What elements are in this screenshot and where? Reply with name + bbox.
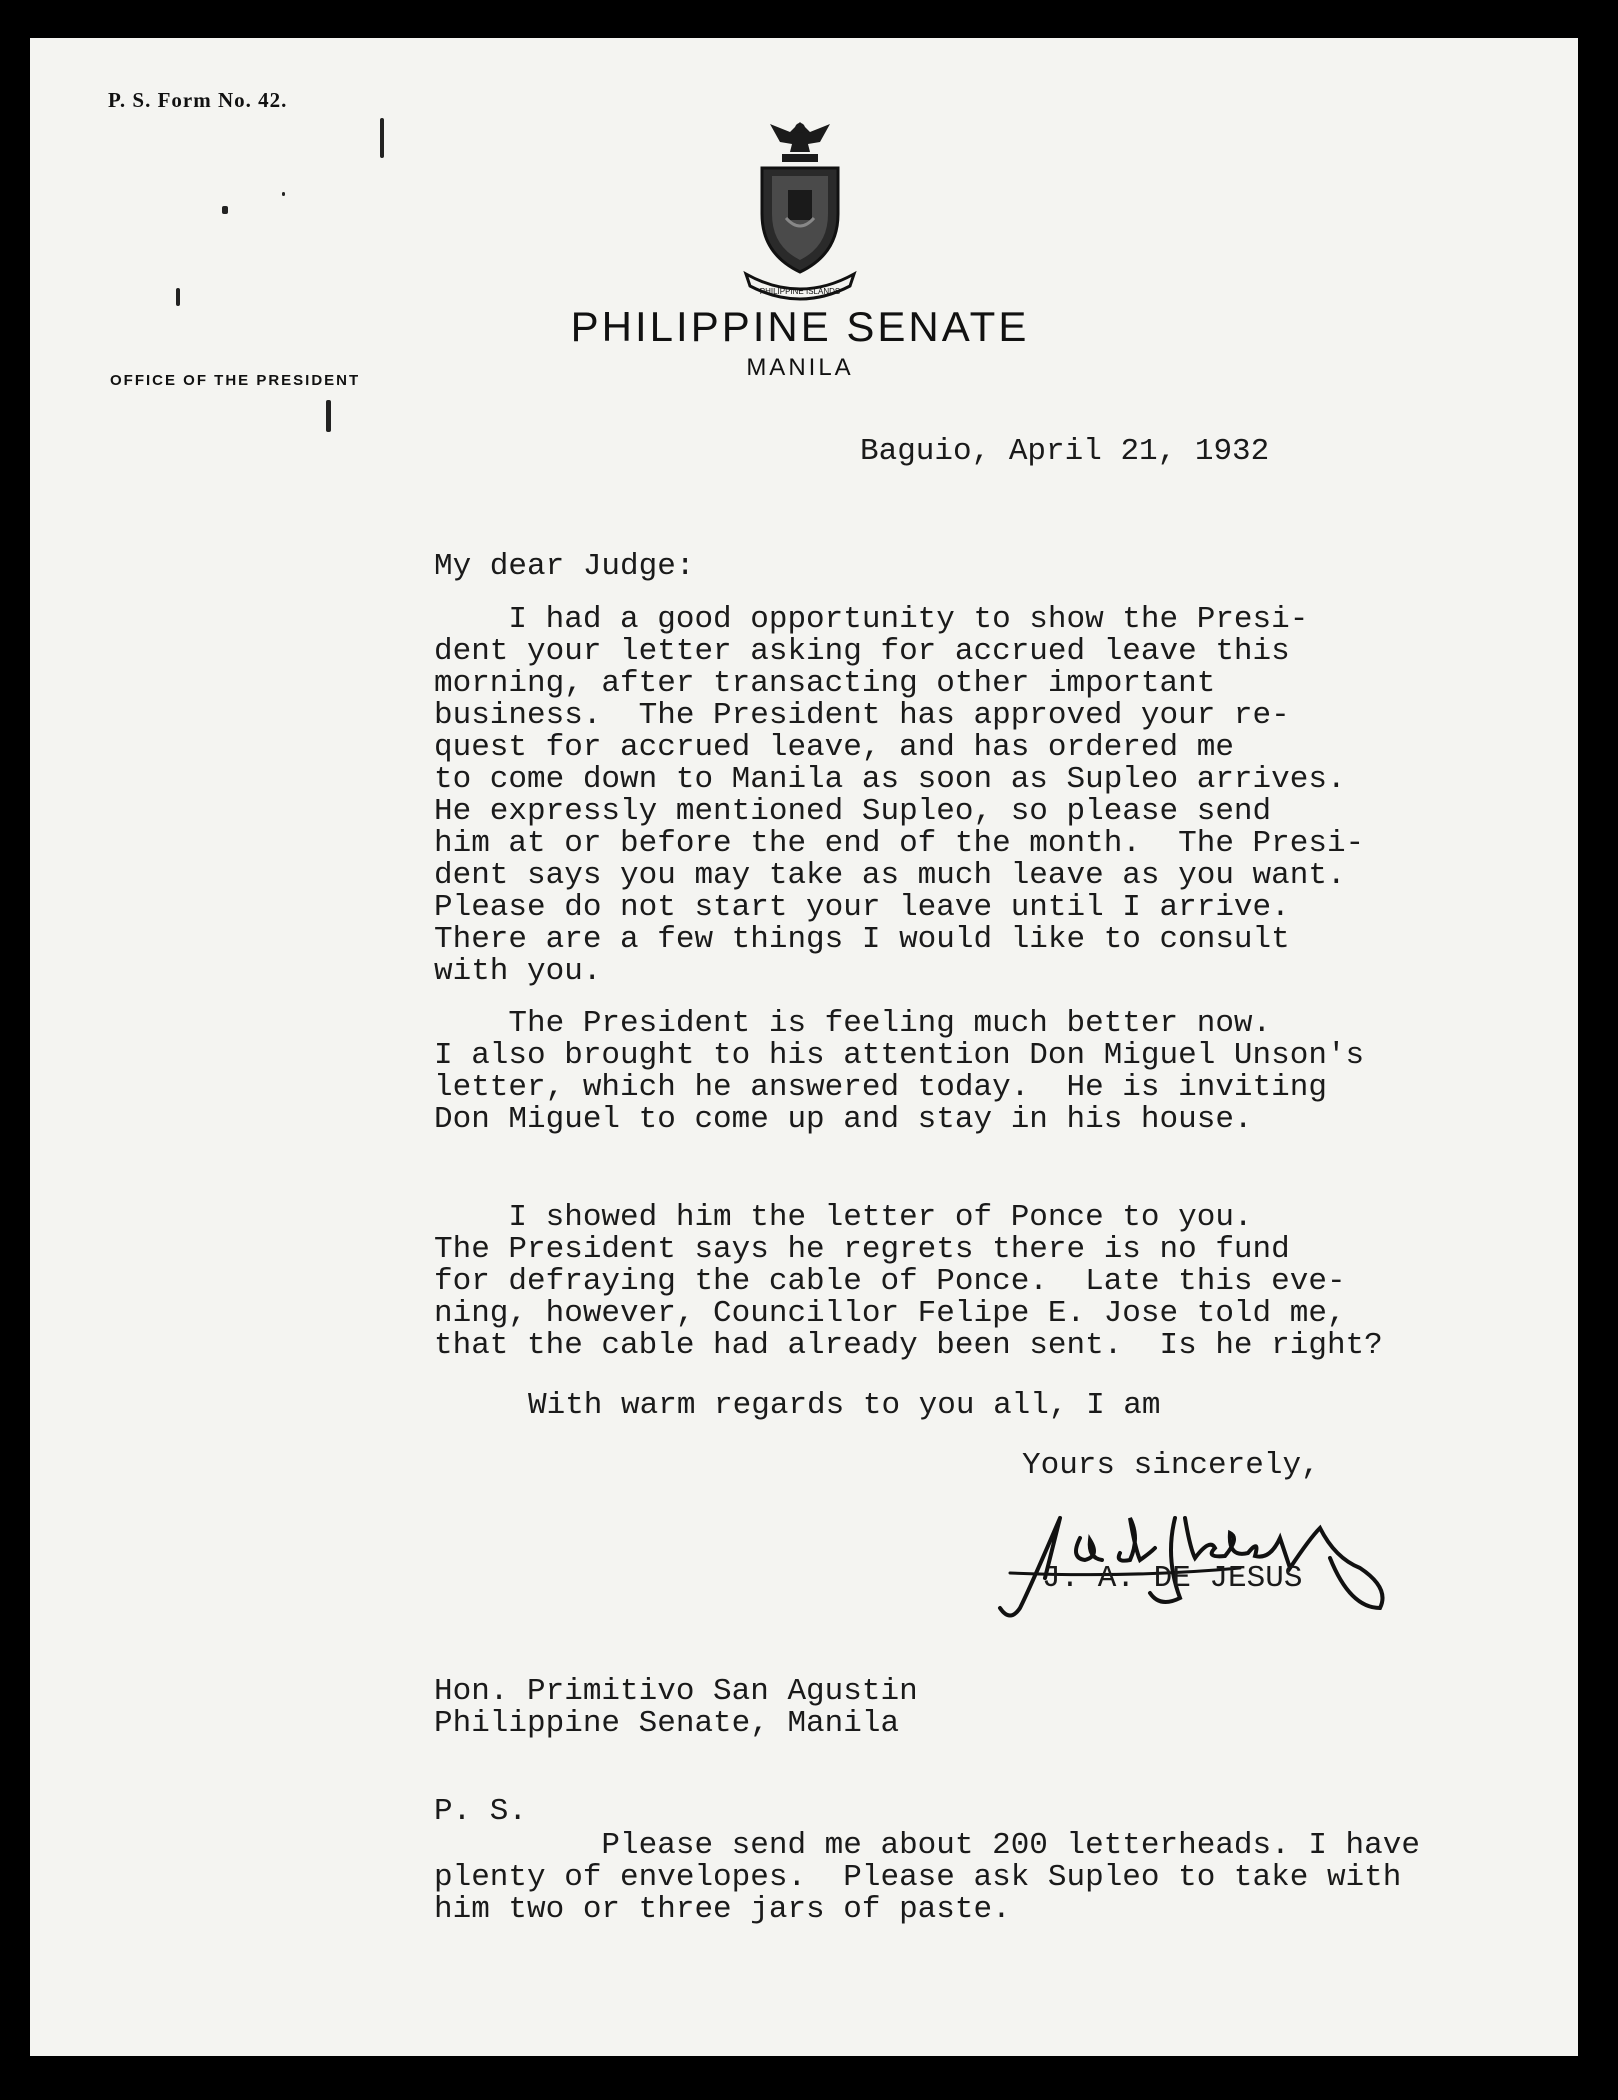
crest-motto: PHILIPPINE ISLANDS (759, 287, 841, 296)
scan-speck (176, 288, 180, 306)
body-paragraph-2: The President is feeling much better now. I also brought to his attention Don Miguel Unson's letter, which he answered today. He is inviting Don Miguel to come up and stay in his house. (434, 1006, 1365, 1137)
office-label: OFFICE OF THE PRESIDENT (110, 372, 361, 389)
letter-page (30, 38, 1578, 2056)
recipient-address: Hon. Primitivo San Agustin Philippine Senate, Manila (434, 1674, 918, 1741)
scan-speck (326, 400, 331, 432)
postscript-body: Please send me about 200 letterheads. I have plenty of envelopes. Please ask Supleo to take with him two or three jars of paste. (434, 1828, 1420, 1927)
signer-name: J. A. DE JESUS (1042, 1561, 1303, 1596)
letterhead-city: MANILA (746, 354, 854, 381)
senate-crest-emblem (740, 114, 860, 304)
letterhead-title: PHILIPPINE SENATE (570, 303, 1030, 350)
body-paragraph-3: I showed him the letter of Ponce to you. The President says he regrets there is no fund for defraying the cable of Ponce. Late this eve- ning, however, Councillor Felipe E. Jose told me, that the cable had already been sent. Is he right? (434, 1200, 1383, 1363)
letter-date: Baguio, April 21, 1932 (860, 434, 1270, 469)
salutation: My dear Judge: (434, 549, 695, 584)
scan-speck (380, 118, 384, 158)
form-number: P. S. Form No. 42. (108, 88, 288, 112)
closing-line: With warm regards to you all, I am (528, 1388, 1161, 1423)
postscript-label: P. S. (434, 1794, 528, 1829)
scan-speck (282, 192, 285, 196)
complimentary-close: Yours sincerely, (1022, 1448, 1320, 1483)
body-paragraph-1: I had a good opportunity to show the Presi- dent your letter asking for accrued leave this morning, after transacting other important business. The President has approved your re- quest for accrued leave, and has ordered me to come down to Manila as soon as Supleo arrives. He expressly mentioned Supleo, so please send him at or before the end of the month. The Presi- dent says you may take as much leave as you want. Please do not start your leave until I arrive. There are a few things I would like to consult with you. (434, 602, 1365, 989)
scan-speck (222, 206, 228, 214)
